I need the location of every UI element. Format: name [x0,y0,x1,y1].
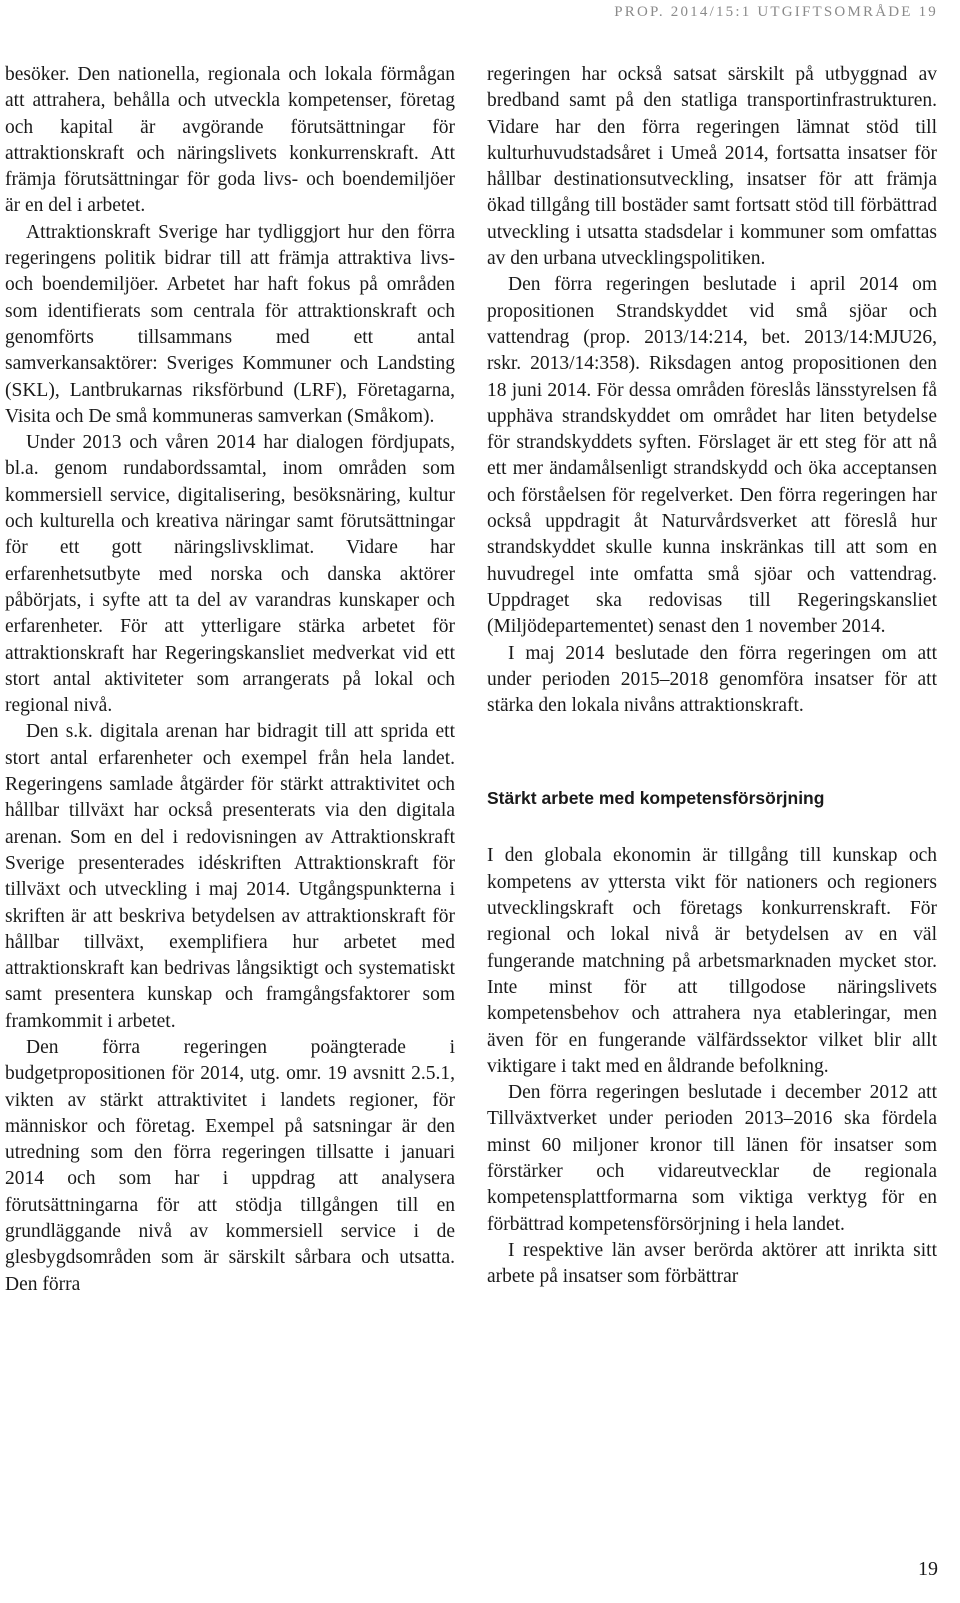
body-paragraph: I maj 2014 beslutade den förra regeringen om att under perioden 2015–2018 genomföra insatser för att stärka den lokala nivåns attraktionskraft. [487,642,937,717]
page-number: 19 [918,1558,938,1580]
running-header: PROP. 2014/15:1 UTGIFTSOMRÅDE 19 [614,4,938,20]
body-paragraph: Den förra regeringen beslutade i april 2014 om propositionen Strandskyddet vid små sjöar och vattendrag (prop. 2013/14:214, bet. 2013/14:MJU26, rskr. 2013/14:358). Riksdagen antog propositionen den 18 juni 2014. För dessa områden föreslås länsstyrelsen få upphäva strandskyddet om området har liten betydelse för strandskyddets syften. Förslaget är ett steg för att nå ett mer ändamålsenligt strandskydd och öka acceptansen och förståelsen för regelverket. Den förra regeringen har också uppdragit åt Naturvårdsverket att föreslå hur strandskyddet skulle kunna inskränkas till att som en huvudregel inte omfatta små sjöar och vattendrag. Uppdraget ska redovisas till Regeringskansliet (Miljödepartementet) senast den 1 november 2014. [487,274,937,638]
left-column [5,62,455,1298]
body-paragraph: Attraktionskraft Sverige har tydliggjort hur den förra regeringens politik bidrar till att främja attraktiva livs- och boendemiljöer. Arbetet har haft fokus på områden som identifierats som centrala för attraktionskraft och genomförts tillsammans med ett antal samverkansaktörer: Sveriges Kommuner och Landsting (SKL), Lantbrukarnas riksförbund (LRF), Företagarna, Visita och De små kommuneras samverkan (Småkom). [5,221,455,427]
body-paragraph: besöker. Den nationella, regionala och lokala förmågan att attrahera, behålla och utveckla kompetenser, företag och kapital är avgörande förutsättningar för attraktionskraft och näringslivets konkurrenskraft. Att främja förutsättningar för goda livs- och boendemiljöer är en del i arbetet. [5,64,455,217]
body-paragraph: Den förra regeringen beslutade i december 2012 att Tillväxtverket under perioden 2013–2016 ska fördela minst 60 miljoner kronor till länen för insatser som förstärker och vidareutvecklar de regionala kompetensplattformarna som viktiga verktyg för en förbättrad kompetensförsörjning i hela landet. [487,1082,937,1235]
body-paragraph: Den förra regeringen poängterade i budgetpropositionen för 2014, utg. omr. 19 avsnitt 2.5.1, vikten av stärkt attraktivitet i landets regioner, för människor och företag. Exempel på satsningar är den utredning som den förra regeringen tillsatte i januari 2014 och som har i uppdrag att analysera förutsättningarna för att stödja tillgången till en grundläggande nivå av kommersiell service i de glesbygdsområden som är särskilt sårbara och utsatta. Den förra [5,1036,455,1295]
body-paragraph: Under 2013 och våren 2014 har dialogen fördjupats, bl.a. genom rundabordssamtal, inom områden som kommersiell service, digitalisering, besöksnäring, kultur och kulturella och kreativa näringar samt förutsättningar för ett gott näringslivsklimat. Vidare har erfarenhetsutbyte med norska och danska aktörer påbörjats, i syfte att ta del av varandras kunskaper och erfarenheter. För att ytterligare stärka arbetet för attraktionskraft har Regeringskansliet medverkat vid ett stort antal aktiviteter som arrangerats på lokal och regional nivå. [5,432,455,717]
right-column [487,62,937,1290]
body-paragraph: I den globala ekonomin är tillgång till kunskap och kompetens av yttersta vikt för nationers och regioners utvecklingskraft och företags konkurrenskraft. För regional och lokal nivå är betydelsen av en väl fungerande matchning på arbetsmarknaden mycket stor. Inte minst för att tillgodose näringslivets kompetensbehov och attrahera nya etableringar, men även för en fungerande välfärdssektor vilket blir allt viktigare i takt med en åldrande befolkning. [487,845,937,1077]
body-paragraph: Den s.k. digitala arenan har bidragit till att sprida ett stort antal erfarenheter och exempel från hela landet. Regeringens samlade åtgärder för stärkt attraktivitet och hållbar tillväxt har också presenterats via den digitala arenan. Som en del i redovisningen av Attraktionskraft Sverige presenterades idéskriften Attraktionskraft för tillväxt och utveckling i maj 2014. Utgångspunkterna i skriften är att beskriva betydelsen av attraktionskraft för hållbar tillväxt, exemplifiera hur arbetet med attraktionskraft kan bedrivas långsiktigt och systematiskt samt presentera kunskap och framgångsfaktorer som framkommit i arbetet. [5,721,455,1032]
body-paragraph: I respektive län avser berörda aktörer att inrikta sitt arbete på insatser som förbättrar [487,1239,937,1288]
body-paragraph: regeringen har också satsat särskilt på utbyggnad av bredband samt på den statliga transportinfrastrukturen. Vidare har den förra regeringen lämnat stöd till kulturhuvudstadsåret i Umeå 2014, fortsatta insatser för hållbar destinationsutveckling, insatser för att främja ökad tillgång till bostäder samt fortsatt stöd till förbättrad utveckling i utsatta stadsdelar i kommuner som omfattas av den urbana utvecklingspolitiken. [487,64,937,270]
section-heading: Stärkt arbete med kompetensförsörjning [487,788,825,809]
